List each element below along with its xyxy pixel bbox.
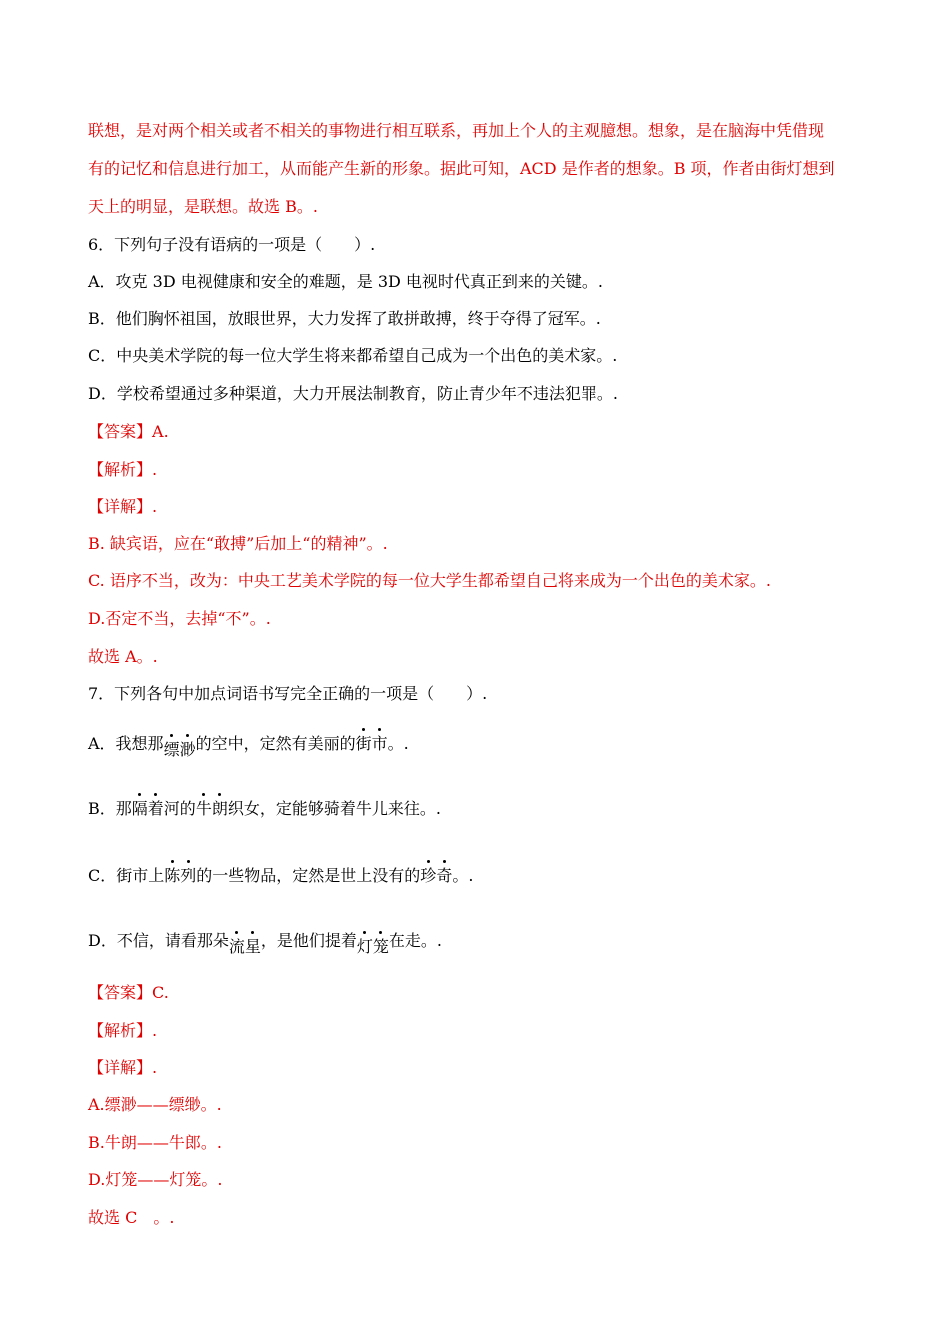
intro-line-3: 天上的明显，是联想。故选 B。. bbox=[88, 197, 318, 216]
option-text: C．街市上 bbox=[88, 866, 165, 885]
question-7-detail-1: A.缥渺——缥缈。. bbox=[88, 1095, 222, 1114]
dotted-char: 隔 bbox=[131, 799, 148, 818]
option-text: ，是他们提着 bbox=[260, 931, 357, 950]
dotted-char: 流 bbox=[228, 937, 245, 956]
option-text: 织女，定能够骑着牛儿来往。. bbox=[227, 799, 441, 818]
question-6-analysis-label: 【解析】. bbox=[88, 460, 158, 479]
dotted-char: 街 bbox=[355, 734, 372, 753]
question-6-conclusion: 故选 A。. bbox=[88, 647, 158, 666]
dotted-char: 朗 bbox=[211, 799, 228, 818]
question-6-option-b: B．他们胸怀祖国，放眼世界，大力发挥了敢拼敢搏，终于夺得了冠军。. bbox=[88, 309, 601, 328]
option-text: 。. bbox=[452, 866, 474, 885]
option-text: A．我想那 bbox=[88, 734, 164, 753]
dotted-char: 灯 bbox=[356, 937, 373, 956]
option-text: 河的 bbox=[163, 799, 196, 818]
question-6-answer bbox=[88, 421, 169, 443]
intro-line-2: 有的记忆和信息进行加工，从而能产生新的形象。据此可知，ACD 是作者的想象。B 项，作者由街灯想到 bbox=[88, 159, 835, 178]
question-6-stem: 6．下列句子没有语病的一项是（ ）. bbox=[88, 235, 376, 254]
dotted-char: 牛 bbox=[195, 799, 212, 818]
question-7-option-d bbox=[88, 930, 443, 956]
question-7-analysis-label: 【解析】. bbox=[88, 1021, 158, 1040]
question-6-detail-1: B. 缺宾语，应在“敢搏”后加上“的精神”。. bbox=[88, 534, 388, 553]
question-6-option-c: C．中央美术学院的每一位大学生将来都希望自己成为一个出色的美术家。. bbox=[88, 346, 618, 365]
dotted-char: 渺 bbox=[179, 740, 196, 759]
question-6-detail-3: D.否定不当，去掉“不”。. bbox=[88, 609, 271, 628]
question-6-option-d: D．学校希望通过多种渠道，大力开展法制教育，防止青少年不违法犯罪。. bbox=[88, 384, 618, 403]
dotted-char: 星 bbox=[244, 937, 261, 956]
option-text: 的空中，定然有美丽的 bbox=[195, 734, 356, 753]
dotted-char: 缥 bbox=[163, 740, 180, 759]
question-7-option-a bbox=[88, 733, 409, 759]
option-text: B．那 bbox=[88, 799, 132, 818]
question-6-detail-label: 【详解】. bbox=[88, 497, 158, 516]
question-6-option-a: A．攻克 3D 电视健康和安全的难题，是 3D 电视时代真正到来的关键。. bbox=[88, 272, 604, 291]
option-text: 的一些物品，定然是世上没有的 bbox=[196, 866, 421, 885]
dotted-char: 珍 bbox=[420, 866, 437, 885]
dotted-char: 着 bbox=[147, 799, 164, 818]
dotted-char: 奇 bbox=[436, 866, 453, 885]
dotted-char: 陈 bbox=[164, 866, 181, 885]
answer-label: 【答案】 bbox=[88, 983, 153, 1002]
question-7-answer bbox=[88, 982, 169, 1004]
dotted-char: 笼 bbox=[372, 937, 389, 956]
question-7-stem: 7．下列各句中加点词语书写完全正确的一项是（ ）. bbox=[88, 684, 488, 703]
question-7-option-c bbox=[88, 865, 473, 887]
question-7-detail-3: D.灯笼——灯笼。. bbox=[88, 1170, 223, 1189]
dotted-char: 列 bbox=[180, 866, 197, 885]
question-7-detail-2: B.牛朗——牛郎。. bbox=[88, 1133, 222, 1152]
option-text: D．不信，请看那朵 bbox=[88, 931, 229, 950]
question-7-conclusion: 故选 C 。. bbox=[88, 1208, 175, 1227]
dotted-char: 市 bbox=[371, 734, 388, 753]
question-6-detail-2: C. 语序不当，改为：中央工艺美术学院的每一位大学生都希望自己将来成为一个出色的美术家。. bbox=[88, 571, 771, 590]
intro-line-1: 联想，是对两个相关或者不相关的事物进行相互联系，再加上个人的主观臆想。想象，是在脑海中凭借现 bbox=[88, 121, 825, 140]
option-text: 。. bbox=[387, 734, 409, 753]
answer-label: 【答案】 bbox=[88, 422, 153, 441]
question-7-detail-label: 【详解】. bbox=[88, 1058, 158, 1077]
question-7-option-b bbox=[88, 798, 441, 820]
option-text: 在走。. bbox=[388, 931, 443, 950]
answer-value: A. bbox=[152, 422, 169, 441]
answer-value: C. bbox=[152, 983, 169, 1002]
